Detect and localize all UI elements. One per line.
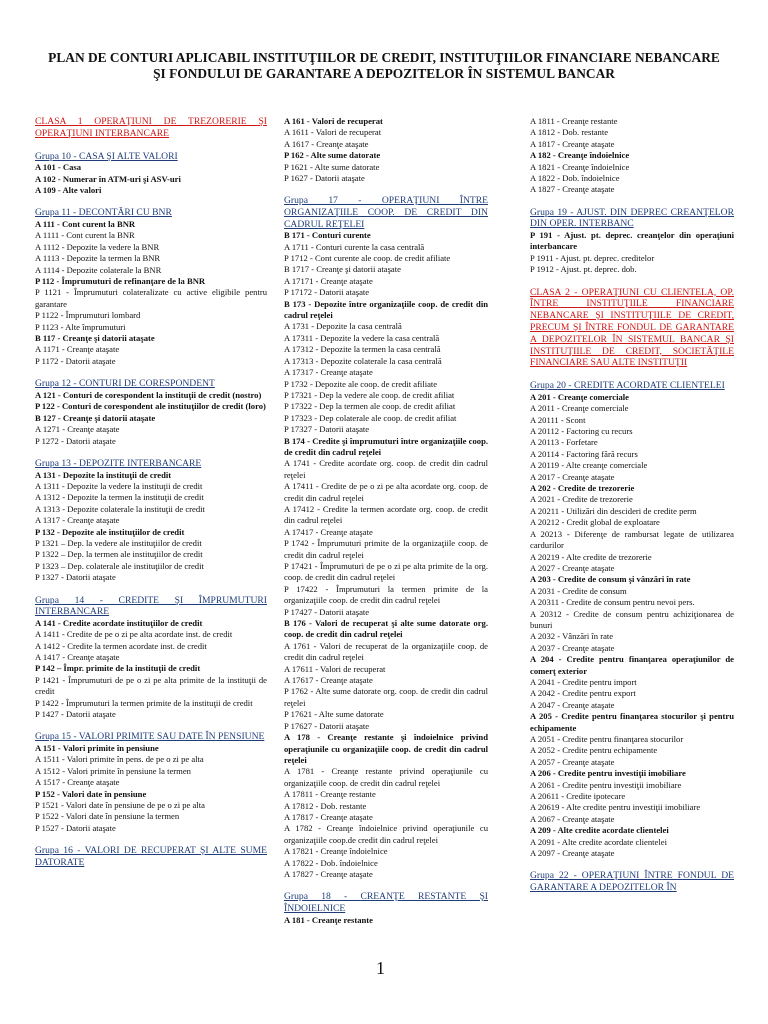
- account-entry: P 1912 - Ajust. pt. deprec. dob.: [530, 264, 637, 275]
- account-entry: P 17323 - Dep colaterale ale coop. de credit afiliat: [284, 412, 457, 423]
- account-entry: A 20611 - Credite ipotecare: [530, 791, 626, 802]
- account-entry: A 1822 - Dob. îndoielnice: [530, 173, 620, 184]
- account-entry: A 17611 - Valori de recuperat: [284, 663, 386, 674]
- account-entry: A 2017 - Creanţe ataşate: [530, 471, 615, 482]
- account-entry-bold: A 101 - Casa: [35, 162, 82, 173]
- account-entry-bold: A 209 - Alte credite acordate clientelei: [530, 825, 669, 836]
- account-entry-bold: P 152 - Valori date în pensiune: [35, 788, 147, 799]
- account-entry: A 1417 - Creanţe ataşate: [35, 651, 120, 662]
- column-2: [284, 116, 488, 926]
- account-entry-bold: A 102 - Numerar în ATM-uri şi ASV-uri: [35, 173, 181, 184]
- account-entry: A 17411 - Credite de pe o zi pe alta acordate org. coop. de credit din cadrul reţelei: [284, 481, 488, 503]
- account-entry-bold: A 178 - Creanţe restante şi îndoielnice privind operaţiunile cu organizaţiile coop. de credit din cadrul reţelei: [284, 732, 488, 765]
- account-entry: A 2037 - Creanţe ataşate: [530, 642, 615, 653]
- account-entry: A 1511 - Valori primite în pens. de pe o zi pe alta: [35, 754, 204, 765]
- account-entry-bold: B 117 - Creanţe şi datorii ataşate: [35, 333, 155, 344]
- account-entry: A 1112 - Depozite la vedere la BNR: [35, 241, 160, 252]
- account-entry: A 17412 - Credite la termen acordate org. coop. de credit din cadrul reţelei: [284, 503, 488, 526]
- account-entry: A 1111 - Cont curent la BNR: [35, 230, 135, 241]
- account-entry: A 2067 - Creanţe ataşate: [530, 813, 615, 824]
- account-entry: A 20212 - Credit global de exploatare: [530, 517, 660, 528]
- account-entry: A 2091 - Alte credite acordate clientelei: [530, 836, 667, 847]
- account-entry: P 1712 - Cont curente ale coop. de credit afiliate: [284, 253, 451, 264]
- account-entry: P 1911 - Ajust. pt. deprec. creditelor: [530, 252, 655, 263]
- account-entry: P 17621 - Alte sume datorate: [284, 709, 384, 720]
- account-entry: A 2061 - Credite pentru investiţii imobiliare: [530, 779, 682, 790]
- account-entry: A 1271 - Creanţe ataşate: [35, 424, 120, 435]
- account-entry: A 20111 - Scont: [530, 414, 586, 425]
- account-entry: A 2057 - Creanţe ataşate: [530, 756, 615, 767]
- account-entry: A 1312 - Depozite la termen la instituţii de credit: [35, 492, 204, 503]
- account-entry: B 1717 - Creanţe şi datorii ataşate: [284, 264, 401, 275]
- account-entry-bold: A 182 - Creanţe îndoielnice: [530, 150, 630, 161]
- account-entry-bold: P 122 - Conturi de corespondent ale instituţiilor de credit (loro): [35, 401, 266, 412]
- account-entry: A 1782 - Creanţe îndoielnice privind operaţiunile cu organizaţiile coop.de credit din cadrul reţelei: [284, 823, 488, 845]
- account-entry: A 1512 - Valori primite în pensiune la termen: [35, 765, 191, 776]
- account-entry: A 2041 - Credite pentru import: [530, 676, 637, 687]
- account-entry: A 17812 - Dob. restante: [284, 800, 367, 811]
- account-entry-bold: P 132 - Depozite ale instituţiilor de credit: [35, 526, 185, 537]
- account-entry: A 1412 - Credite la termen acordate inst. de credit: [35, 640, 207, 651]
- account-entry: P 17172 - Datorii ataşate: [284, 287, 370, 298]
- account-entry: P 17427 - Datorii ataşate: [284, 606, 370, 617]
- account-entry: A 20113 - Forfetare: [530, 437, 598, 448]
- account-entry: A 1113 - Depozite la termen la BNR: [35, 253, 161, 264]
- account-entry: P 17322 - Dep la termen ale coop. de credit afiliat: [284, 401, 456, 412]
- account-entry: P 1522 - Valori date în pensiune la termen: [35, 811, 180, 822]
- account-entry: A 20619 - Alte credite pentru investiţii imobiliare: [530, 802, 701, 813]
- account-entry: P 17627 - Datorii ataşate: [284, 720, 370, 731]
- group-heading: Grupa 20 - CREDITE ACORDATE CLIENTELEI: [530, 380, 725, 392]
- account-entry-bold: P 112 - Împrumuturi de refinanţare de la BNR: [35, 276, 206, 287]
- account-entry-bold: A 201 - Creanţe comerciale: [530, 391, 629, 402]
- account-entry: A 1761 - Valori de recuperat de la organizaţiile coop. de credit din cadrul reţelei: [284, 640, 488, 663]
- account-entry: A 17617 - Creanţe ataşate: [284, 675, 373, 686]
- account-entry-bold: A 205 - Credite pentru finanţarea stocurilor şi pentru echipamente: [530, 711, 734, 733]
- account-entry: A 17313 - Depozite colaterale la casa centrală: [284, 355, 442, 366]
- account-entry: A 17311 - Depozite la vedere la casa centrală: [284, 332, 440, 343]
- account-entry: P 1321 – Dep. la vedere ale instituţiilor de credit: [35, 537, 202, 548]
- account-entry: A 20213 - Diferenţe de rambursat legate de utilizarea cardurilor: [530, 528, 734, 551]
- account-entry: P 1122 - Împrumuturi lombard: [35, 310, 141, 321]
- group-heading: Grupa 11 - DECONTĂRI CU BNR: [35, 207, 172, 219]
- account-entry-bold: B 173 - Depozite între organizaţiile coop. de credit din cadrul reţelei: [284, 298, 488, 321]
- account-entry: P 1322 – Dep. la termen ale instituţiilor de credit: [35, 549, 203, 560]
- account-entry-bold: A 161 - Valori de recuperat: [284, 116, 383, 126]
- account-entry: P 1762 - Alte sume datorate org. coop. de credit din cadrul reţelei: [284, 686, 488, 708]
- account-entry: A 1821 - Creanţe îndoielnice: [530, 161, 630, 172]
- group-heading: Grupa 10 - CASA ŞI ALTE VALORI: [35, 150, 178, 162]
- account-entry: A 1317 - Creanţe ataşate: [35, 515, 120, 526]
- document-title-line-2: ŞI FONDULUI DE GARANTARE A DEPOZITELOR ÎN SISTEMUL BANCAR: [153, 66, 615, 81]
- account-entry-bold: B 127 - Creanţe şi datorii ataşate: [35, 412, 156, 423]
- account-entry: A 17827 - Creanţe ataşate: [284, 868, 373, 879]
- group-heading: Grupa 13 - DEPOZITE INTERBANCARE: [35, 457, 202, 469]
- account-entry-bold: A 202 - Credite de trezorerie: [530, 483, 635, 494]
- account-entry: A 20114 - Factoring fără recurs: [530, 448, 638, 459]
- account-entry-bold: P 162 - Alte sume datorate: [284, 150, 381, 161]
- account-entry: A 2042 - Credite pentru export: [530, 688, 636, 699]
- group-heading: Grupa 12 - CONTURI DE CORESPONDENT: [35, 378, 215, 390]
- account-entry: P 1123 - Alte împrumuturi: [35, 321, 126, 332]
- account-entry: P 1732 - Depozite ale coop. de credit afiliate: [284, 378, 438, 389]
- account-entry: A 2032 - Vânzări în rate: [530, 631, 614, 642]
- account-entry: A 20211 - Utilizări din descideri de credite perm: [530, 505, 697, 516]
- account-entry: A 1114 - Depozite colaterale la BNR: [35, 264, 162, 275]
- account-entry: A 17817 - Creanţe ataşate: [284, 811, 373, 822]
- account-entry: P 1627 - Datorii ataşate: [284, 173, 365, 184]
- account-entry: A 17317 - Creanţe ataşate: [284, 367, 373, 378]
- account-entry: A 20311 - Credite de consum pentru nevoi pers.: [530, 597, 695, 608]
- column-1: [35, 116, 267, 868]
- account-entry: A 1611 - Valori de recuperat: [284, 127, 382, 138]
- account-entry: A 17312 - Depozite la termen la casa centrală: [284, 344, 441, 355]
- account-entry-bold: A 206 - Credite pentru investiţii imobiliare: [530, 768, 686, 779]
- account-entry: A 1313 - Depozite colaterale la instituţii de credit: [35, 503, 205, 514]
- account-entry-bold: B 176 - Valori de recuperat şi alte sume datorate org. coop. de credit din cadrul reţelei: [284, 618, 488, 640]
- account-entry: A 1517 - Creanţe ataşate: [35, 777, 120, 788]
- class-heading: CLASA 2 - OPERAŢIUNI CU CLIENTELA, OP. ÎNTRE INSTITUŢIILE FINANCIARE NEBANCARE ŞI INSTITUŢIILE DE CREDIT, PRECUM ŞI ÎNTRE FONDUL DE GARANTARE A DEPOZITELOR ÎN SISTEMUL BANCAR ŞI INSTITUŢIILE DE CREDIT, SOCIETĂŢILE FINANCIARE SAU ALTE INSTITUŢII: [530, 286, 734, 369]
- account-entry: A 17821 - Creanţe îndoielnice: [284, 846, 388, 857]
- account-entry-bold: A 203 - Credite de consum şi vânzări în rate: [530, 574, 691, 585]
- account-entry: A 1731 - Depozite la casa centrală: [284, 321, 402, 332]
- account-entry: A 2097 - Creanţe ataşate: [530, 848, 615, 859]
- account-entry-bold: A 141 - Credite acordate instituţiilor de credit: [35, 617, 203, 628]
- group-heading: Grupa 15 - VALORI PRIMITE SAU DATE ÎN PENSIUNE: [35, 731, 265, 743]
- account-entry-bold: A 121 - Conturi de corespondent la instituţii de credit (nostro): [35, 389, 262, 400]
- document-title-line-1: PLAN DE CONTURI APLICABIL INSTITUŢIILOR DE CREDIT, INSTITUŢIILOR FINANCIARE NEBANCARE: [48, 50, 720, 65]
- account-entry: P 17422 - Împrumuturi la termen primite de la organizaţiile coop. de credit din cadrul reţelei: [284, 583, 488, 606]
- account-entry: A 2047 - Creanţe ataşate: [530, 699, 615, 710]
- account-entry: P 1521 - Valori date în pensiune de pe o zi pe alta: [35, 800, 205, 811]
- account-entry: P 1327 - Datorii ataşate: [35, 572, 116, 583]
- account-entry-bold: A 181 - Creanţe restante: [284, 914, 373, 925]
- account-entry: P 1742 - Împrumuturi primite de la organizaţiile coop. de credit din cadrul reţelei: [284, 538, 488, 560]
- account-entry: A 1311 - Depozite la vedere la instituţii de credit: [35, 480, 203, 491]
- account-entry: P 1323 – Dep. colaterale ale instituţiilor de credit: [35, 560, 204, 571]
- account-entry: A 2031 - Credite de consum: [530, 585, 627, 596]
- group-heading: Grupa 17 - OPERAŢIUNI ÎNTRE ORGANIZAŢIILE COOP. DE CREDIT DIN CADRUL REŢELEI: [284, 195, 488, 230]
- account-entry: A 1811 - Creanţe restante: [530, 116, 618, 126]
- account-entry: A 2052 - Credite pentru echipamente: [530, 745, 658, 756]
- account-entry: P 1621 - Alte sume datorate: [284, 161, 380, 172]
- group-heading: Grupa 22 - OPERAŢIUNI ÎNTRE FONDUL DE GARANTARE A DEPOZITELOR ÎN: [530, 870, 734, 894]
- account-entry: A 20312 - Credite de consum pentru achiziţionarea de bunuri: [530, 608, 734, 630]
- account-entry: A 2011 - Creanţe comerciale: [530, 403, 629, 414]
- account-entry: A 1812 - Dob. restante: [530, 127, 609, 138]
- document-title: [40, 50, 728, 82]
- account-entry-bold: A 111 - Cont curent la BNR: [35, 219, 136, 229]
- account-entry: A 1741 - Credite acordate org. coop. de credit din cadrul reţelei: [284, 458, 488, 480]
- account-entry-bold: P 142 – Împr. primite de la instituţii de credit: [35, 663, 201, 674]
- account-entry: A 20219 - Alte credite de trezorerie: [530, 551, 652, 562]
- account-entry: P 1121 - Împrumuturi colateralizate cu active eligibile pentru garantare: [35, 287, 267, 309]
- column-3: [530, 116, 734, 894]
- group-heading: Grupa 18 - CREANŢE RESTANTE ŞI ÎNDOIELNICE: [284, 891, 488, 914]
- account-entry: A 17811 - Creanţe restante: [284, 789, 376, 800]
- account-entry: P 1172 - Datorii ataşate: [35, 355, 116, 366]
- account-entry: P 1427 - Datorii ataşate: [35, 709, 116, 719]
- account-entry: P 17421 - Împrumuturi de pe o zi pe alta primite de la org. coop. de credit din cadrul reţelei: [284, 561, 488, 583]
- account-entry: A 17822 - Dob. îndoielnice: [284, 857, 378, 868]
- account-entry: P 1422 - Împrumuturi la termen primite de la instituţii de credit: [35, 697, 253, 708]
- account-entry: P 1272 - Datorii ataşate: [35, 435, 116, 446]
- account-entry: A 17171 - Creanţe ataşate: [284, 275, 373, 286]
- account-entry: A 2027 - Creanţe ataşate: [530, 562, 615, 573]
- group-heading: Grupa 16 - VALORI DE RECUPERAT ŞI ALTE SUME DATORATE: [35, 845, 267, 868]
- account-entry: A 1711 - Conturi curente la casa centrală: [284, 241, 425, 252]
- account-entry-bold: A 204 - Credite pentru finanţarea operaţiunilor de comerţ exterior: [530, 654, 734, 676]
- account-entry-bold: P 191 - Ajust. pt. deprec. creanţelor din operaţiuni interbancare: [530, 230, 734, 252]
- account-entry: A 20119 - Alte creanţe comerciale: [530, 460, 648, 471]
- account-entry-bold: B 174 - Credite şi împrumuturi între organizaţiile coop. de credit din cadrul reţelei: [284, 435, 488, 457]
- account-entry: A 1171 - Creanţe ataşate: [35, 344, 120, 355]
- account-entry: A 1817 - Creanţe ataşate: [530, 138, 615, 149]
- account-entry-bold: A 151 - Valori primite în pensiune: [35, 743, 159, 753]
- account-entry-bold: A 131 - Depozite la instituţii de credit: [35, 469, 172, 480]
- account-entry: A 1617 - Creanţe ataşate: [284, 138, 369, 149]
- account-entry: P 17321 - Dep la vedere ale coop. de credit afiliat: [284, 389, 455, 400]
- account-entry: A 17417 - Creanţe ataşate: [284, 526, 373, 537]
- account-entry: A 2021 - Credite de trezorerie: [530, 494, 633, 505]
- account-entry: A 2051 - Credite pentru finanţarea stocurilor: [530, 734, 684, 745]
- account-entry: P 1527 - Datorii ataşate: [35, 822, 116, 833]
- account-entry-bold: A 109 - Alte valori: [35, 185, 102, 195]
- group-heading: Grupa 19 - AJUST. DIN DEPREC CREANŢELOR DIN OPER. INTERBANC: [530, 206, 734, 230]
- class-heading: CLASA 1 OPERAŢIUNI DE TREZORERIE ŞI OPERAŢIUNI INTERBANCARE: [35, 116, 267, 139]
- account-entry: A 20112 - Factoring cu recurs: [530, 426, 633, 437]
- account-entry: A 1781 - Creanţe restante privind operaţiunile cu organizaţiile coop. de credit din cadrul reţelei: [284, 766, 488, 788]
- group-heading: Grupa 14 - CREDITE ŞI ÎMPRUMUTURI INTERBANCARE: [35, 594, 267, 618]
- account-entry-bold: B 171 - Conturi curente: [284, 230, 371, 241]
- account-entry: P 17327 - Datorii ataşate: [284, 424, 370, 435]
- account-entry: A 1411 - Credite de pe o zi pe alta acordate inst. de credit: [35, 629, 233, 640]
- page-number: 1: [376, 958, 385, 978]
- account-entry: A 1827 - Creanţe ataşate: [530, 184, 615, 195]
- account-entry: P 1421 - Împrumuturi de pe o zi pe alta primite de la instituţii de credit: [35, 674, 267, 697]
